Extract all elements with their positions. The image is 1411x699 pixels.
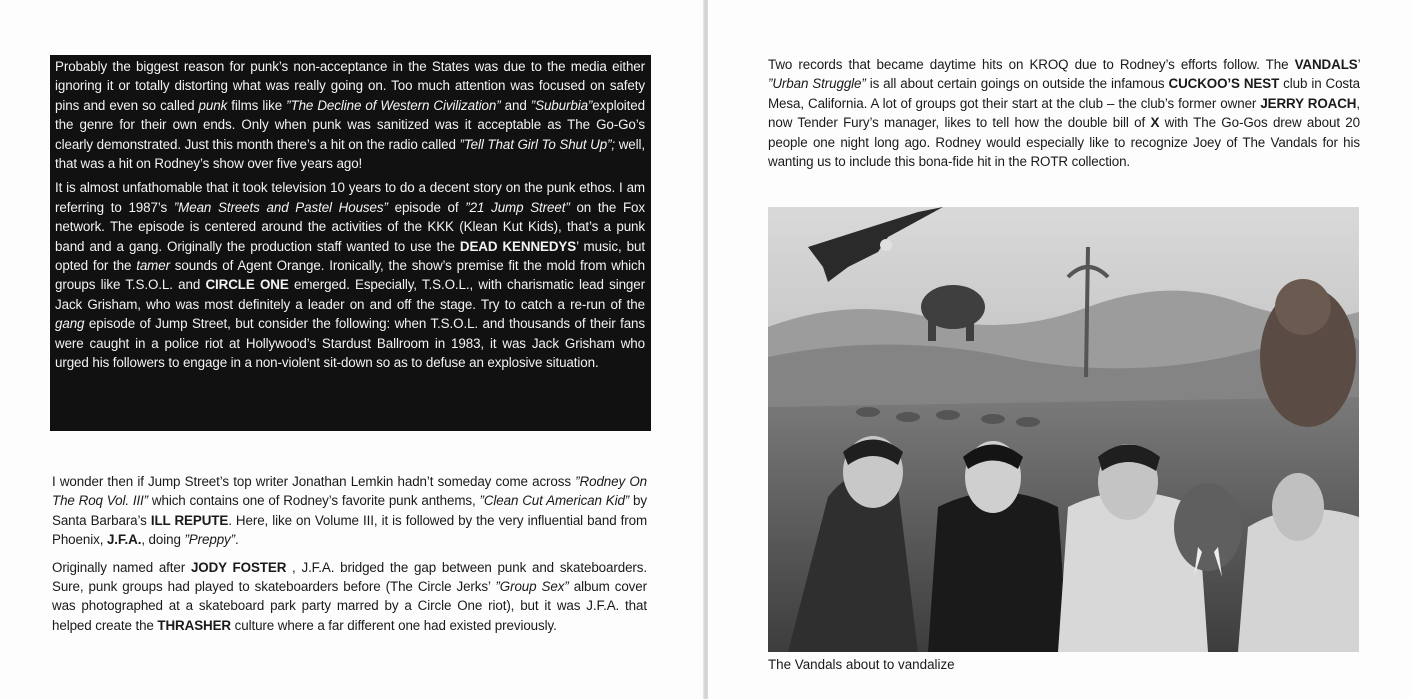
- text-run: J.F.A.: [106, 532, 142, 548]
- paragraph-3: [52, 472, 647, 550]
- text-run: ”Preppy”: [184, 532, 235, 548]
- text-run: club in Costa Mesa, California. A lot of groups got their start at the club – the club’s former owner: [768, 76, 1360, 111]
- band-photo-illustration: [768, 207, 1359, 652]
- text-run: tamer: [136, 258, 170, 274]
- text-run: ”Group Sex”: [495, 579, 569, 595]
- text-run: CIRCLE ONE: [205, 277, 289, 293]
- text-run: ”Rodney On The Roq Vol. III”: [52, 474, 647, 509]
- text-run: , now Tender Fury’s manager, likes to tell how the double bill of: [768, 95, 1360, 131]
- photo-caption: The Vandals about to vandalize: [768, 657, 955, 672]
- text-run: X: [1150, 115, 1160, 131]
- text-run: CUCKOO’S NEST: [1168, 76, 1280, 92]
- text-run: .: [235, 532, 239, 548]
- text-run: emerged. Especially, T.S.O.L., with charismatic lead singer Jack Grisham, who was most definitely a leader on and off the stage. Try to catch a re-run of the: [55, 277, 645, 312]
- text-run: VANDALS: [1294, 57, 1358, 72]
- text-run: by Santa Barbara’s: [52, 493, 647, 528]
- text-run: ILL REPUTE: [150, 512, 229, 528]
- band-photo: [768, 207, 1359, 652]
- text-run: ”Urban Struggle”: [768, 76, 866, 92]
- text-run: is all about certain goings on outside the infamous: [865, 76, 1169, 92]
- text-run: ”Suburbia”: [530, 97, 593, 113]
- text-run: . Here, like on Volume III, it is followed by the very influential band from Phoenix,: [52, 512, 648, 548]
- text-run: Originally named after: [52, 559, 191, 575]
- text-run: ’: [1357, 57, 1360, 72]
- text-run: album cover was photographed at a skateboard park party marred by a Circle One riot), but it was J.F.A. that helped create the: [52, 579, 647, 633]
- text-run: exploited the genre for their own ends. Only when punk was sanitized was it acceptable as The Go-Go’s clearly demonstrated. Just this month there’s a hit on the radio called: [55, 97, 645, 152]
- text-run: and: [500, 97, 531, 113]
- text-run: , doing: [141, 532, 185, 548]
- text-run: JERRY ROACH: [1260, 95, 1357, 111]
- text-run: well, that was a hit on Rodney’s show over five years ago!: [55, 136, 645, 172]
- text-run: ”Mean Streets and Pastel Houses”: [173, 199, 388, 215]
- text-run: Probably the biggest reason for punk’s non-acceptance in the States was due to the media either ignoring it or totally distorting what was really going on. Too much attention was focused on safety pins and even so called: [55, 59, 645, 113]
- text-run: I wonder then if Jump Street’s top writer Jonathan Lemkin hadn’t someday come across: [52, 474, 576, 489]
- text-run: ”Clean Cut American Kid”: [479, 493, 630, 509]
- text-run: JODY FOSTER: [190, 559, 287, 575]
- text-run: Two records that became daytime hits on KROQ due to Rodney’s efforts follow. The: [768, 57, 1295, 72]
- text-run: sounds of Agent Orange. Ironically, the show’s premise fit the mold from which groups like T.S.O.L. and: [55, 258, 646, 293]
- highlight-text-box: [50, 55, 651, 431]
- text-run: ”The Decline of Western Civilization”: [286, 97, 501, 113]
- text-run: THRASHER: [157, 617, 232, 633]
- text-run: films like: [227, 97, 287, 113]
- text-run: episode of: [387, 199, 466, 215]
- text-run: ’ music, but opted for the: [55, 238, 645, 274]
- right-upper-text: [768, 55, 1360, 171]
- text-run: ”Tell That Girl To Shut Up”;: [459, 136, 616, 152]
- text-run: DEAD KENNEDYS: [459, 238, 577, 254]
- left-lower-text: [52, 472, 647, 635]
- box-paragraph-2: [55, 178, 645, 372]
- text-run: punk: [198, 97, 228, 113]
- text-run: episode of Jump Street, but consider the following: when T.S.O.L. and thousands of their fans were caught in a police riot at Hollywood’s Stardust Ballroom in 1983, it was Jack Grisham who urged his followers to engage in a non-violent sit-down so as to defuse an explosive situation.: [55, 316, 645, 371]
- paragraph-4: [52, 558, 647, 636]
- right-paragraph-1: [768, 55, 1360, 171]
- text-run: , J.F.A. bridged the gap between punk and skateboarders. Sure, punk groups had played to skateboarders before (The Circle Jerks’: [52, 559, 647, 595]
- text-run: ”21 Jump Street”: [465, 199, 570, 215]
- text-run: It is almost unfathomable that it took television 10 years to do a decent story on the punk ethos. I am referring to 1987’s: [55, 180, 645, 215]
- text-run: with The Go-Gos drew about 20 people one night long ago. Rodney would especially like to recognize Joey of The Vandals for his wanting us to include this bona-fide hit in the ROTR collection.: [768, 115, 1360, 170]
- box-paragraph-1: [55, 57, 645, 173]
- text-run: gang: [55, 316, 85, 332]
- text-run: on the Fox network. The episode is centered around the activities of the KKK (Klean Kut Kids), that’s a punk band and a gang. Originally the production staff wanted to use the: [55, 199, 645, 254]
- text-run: culture where a far different one had existed previously.: [231, 617, 557, 633]
- text-run: which contains one of Rodney’s favorite punk anthems,: [148, 493, 480, 509]
